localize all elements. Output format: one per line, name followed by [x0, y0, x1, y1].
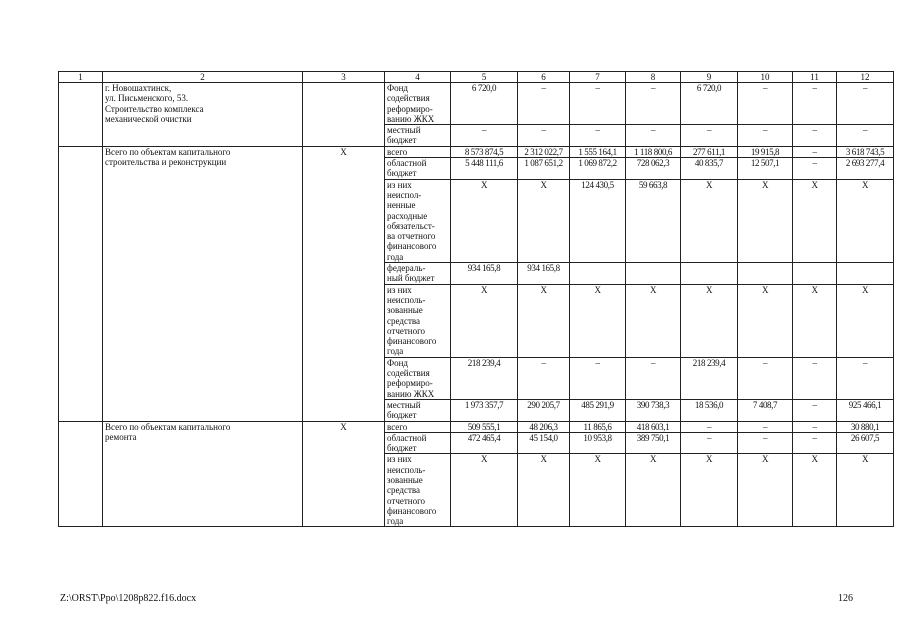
value-cell: 218 239,4 — [451, 357, 518, 399]
value-cell: 509 555,1 — [451, 421, 518, 432]
value-cell: 934 165,8 — [451, 263, 518, 285]
value-cell: X — [451, 284, 518, 357]
value-cell: X — [451, 179, 518, 262]
value-cell: – — [793, 83, 837, 125]
budget-table — [58, 71, 894, 527]
col-header: 5 — [451, 72, 518, 83]
value-cell: 277 611,1 — [681, 146, 738, 157]
col-header: 6 — [518, 72, 570, 83]
value-cell: X — [793, 179, 837, 262]
value-cell: – — [793, 146, 837, 157]
value-cell: X — [681, 284, 738, 357]
value-cell: 18 536,0 — [681, 399, 738, 421]
col3-cell: X — [303, 146, 385, 421]
col-header: 10 — [738, 72, 793, 83]
table-row — [59, 421, 894, 432]
funding-source-cell: областной бюджет — [385, 158, 451, 180]
value-cell: X — [793, 284, 837, 357]
value-cell: – — [570, 357, 626, 399]
value-cell: – — [518, 83, 570, 125]
value-cell: 218 239,4 — [681, 357, 738, 399]
value-cell: 2 312 022,7 — [518, 146, 570, 157]
value-cell: 10 953,8 — [570, 432, 626, 454]
value-cell: 8 573 874,5 — [451, 146, 518, 157]
value-cell: 290 205,7 — [518, 399, 570, 421]
value-cell: – — [793, 432, 837, 454]
value-cell: – — [518, 125, 570, 147]
value-cell: X — [518, 284, 570, 357]
value-cell — [626, 263, 681, 285]
value-cell: X — [837, 454, 894, 527]
funding-source-cell: из них неисполь- зованные средства отчетного финансового года — [385, 454, 451, 527]
value-cell: 26 607,5 — [837, 432, 894, 454]
value-cell: 934 165,8 — [518, 263, 570, 285]
funding-source-cell: федераль- ный бюджет — [385, 263, 451, 285]
value-cell: 2 693 277,4 — [837, 158, 894, 180]
value-cell: 1 069 872,2 — [570, 158, 626, 180]
object-name-cell: Всего по объектам капитального строительства и реконструкции — [103, 146, 303, 421]
value-cell: – — [626, 357, 681, 399]
value-cell: 5 448 111,6 — [451, 158, 518, 180]
value-cell: 3 618 743,5 — [837, 146, 894, 157]
col-header: 4 — [385, 72, 451, 83]
value-cell — [681, 263, 738, 285]
funding-source-cell: Фонд содействия реформиро- ванию ЖКХ — [385, 83, 451, 125]
value-cell: – — [681, 125, 738, 147]
value-cell: X — [518, 179, 570, 262]
object-name-cell: г. Новошахтинск, ул. Письменского, 53. Строительство комплекса механической очистки — [103, 83, 303, 147]
value-cell: – — [793, 125, 837, 147]
value-cell: X — [518, 454, 570, 527]
value-cell: – — [518, 357, 570, 399]
table-row — [59, 83, 894, 125]
value-cell: – — [626, 83, 681, 125]
value-cell: – — [793, 158, 837, 180]
funding-source-cell: из них неисполь- зованные средства отчетного финансового года — [385, 284, 451, 357]
value-cell: – — [793, 421, 837, 432]
col-header: 9 — [681, 72, 738, 83]
header-row — [59, 72, 894, 83]
value-cell: 485 291,9 — [570, 399, 626, 421]
value-cell: 19 915,8 — [738, 146, 793, 157]
value-cell: – — [626, 125, 681, 147]
funding-source-cell: местный бюджет — [385, 399, 451, 421]
value-cell: X — [837, 179, 894, 262]
value-cell: X — [626, 454, 681, 527]
value-cell: 728 062,3 — [626, 158, 681, 180]
value-cell: 12 507,1 — [738, 158, 793, 180]
value-cell: – — [837, 83, 894, 125]
table-body — [59, 83, 894, 527]
value-cell: 6 720,0 — [451, 83, 518, 125]
value-cell: X — [837, 284, 894, 357]
value-cell: – — [793, 399, 837, 421]
value-cell: X — [451, 454, 518, 527]
value-cell: 418 603,1 — [626, 421, 681, 432]
funding-source-cell: Фонд содействия реформиро- ванию ЖКХ — [385, 357, 451, 399]
value-cell: X — [738, 179, 793, 262]
value-cell: – — [451, 125, 518, 147]
funding-source-cell: из них неиспол- ненные расходные обязательст- ва отчетного финансового года — [385, 179, 451, 262]
value-cell: – — [681, 421, 738, 432]
value-cell: X — [793, 454, 837, 527]
col3-cell: X — [303, 421, 385, 527]
value-cell: 40 835,7 — [681, 158, 738, 180]
value-cell: 59 663,8 — [626, 179, 681, 262]
value-cell: – — [738, 432, 793, 454]
funding-source-cell: местный бюджет — [385, 125, 451, 147]
row-number-cell — [59, 83, 103, 147]
value-cell: – — [738, 125, 793, 147]
value-cell: – — [837, 125, 894, 147]
value-cell: 1 973 357,7 — [451, 399, 518, 421]
value-cell: – — [681, 432, 738, 454]
value-cell — [837, 263, 894, 285]
funding-source-cell: всего — [385, 146, 451, 157]
value-cell: 6 720,0 — [681, 83, 738, 125]
value-cell: X — [570, 284, 626, 357]
value-cell: 390 738,3 — [626, 399, 681, 421]
value-cell: – — [793, 357, 837, 399]
col-header: 11 — [793, 72, 837, 83]
value-cell: 1 118 800,6 — [626, 146, 681, 157]
value-cell: – — [738, 421, 793, 432]
value-cell: X — [681, 179, 738, 262]
value-cell — [793, 263, 837, 285]
value-cell: X — [738, 284, 793, 357]
value-cell: X — [681, 454, 738, 527]
row-number-cell — [59, 146, 103, 421]
value-cell: 30 880,1 — [837, 421, 894, 432]
value-cell: X — [738, 454, 793, 527]
footer-file-path: Z:\ORST\Ppo\1208p822.f16.docx — [60, 593, 197, 604]
table-row — [59, 146, 894, 157]
value-cell: 925 466,1 — [837, 399, 894, 421]
value-cell: 7 408,7 — [738, 399, 793, 421]
value-cell: – — [570, 125, 626, 147]
object-name-cell: Всего по объектам капитального ремонта — [103, 421, 303, 527]
footer-page-number: 126 — [838, 593, 853, 604]
value-cell — [570, 263, 626, 285]
row-number-cell — [59, 421, 103, 527]
value-cell: X — [570, 454, 626, 527]
value-cell: 389 750,1 — [626, 432, 681, 454]
col-header: 12 — [837, 72, 894, 83]
value-cell: 1 087 651,2 — [518, 158, 570, 180]
col-header: 8 — [626, 72, 681, 83]
value-cell: – — [738, 83, 793, 125]
value-cell: – — [837, 357, 894, 399]
value-cell: – — [570, 83, 626, 125]
col-header: 7 — [570, 72, 626, 83]
value-cell: 472 465,4 — [451, 432, 518, 454]
value-cell: – — [738, 357, 793, 399]
col-header: 1 — [59, 72, 103, 83]
value-cell: 11 865,6 — [570, 421, 626, 432]
value-cell: 45 154,0 — [518, 432, 570, 454]
value-cell: 124 430,5 — [570, 179, 626, 262]
value-cell: X — [626, 284, 681, 357]
col-header: 3 — [303, 72, 385, 83]
value-cell: 48 206,3 — [518, 421, 570, 432]
funding-source-cell: всего — [385, 421, 451, 432]
col-header: 2 — [103, 72, 303, 83]
value-cell — [738, 263, 793, 285]
value-cell: 1 555 164,1 — [570, 146, 626, 157]
funding-source-cell: областной бюджет — [385, 432, 451, 454]
col3-cell — [303, 83, 385, 147]
